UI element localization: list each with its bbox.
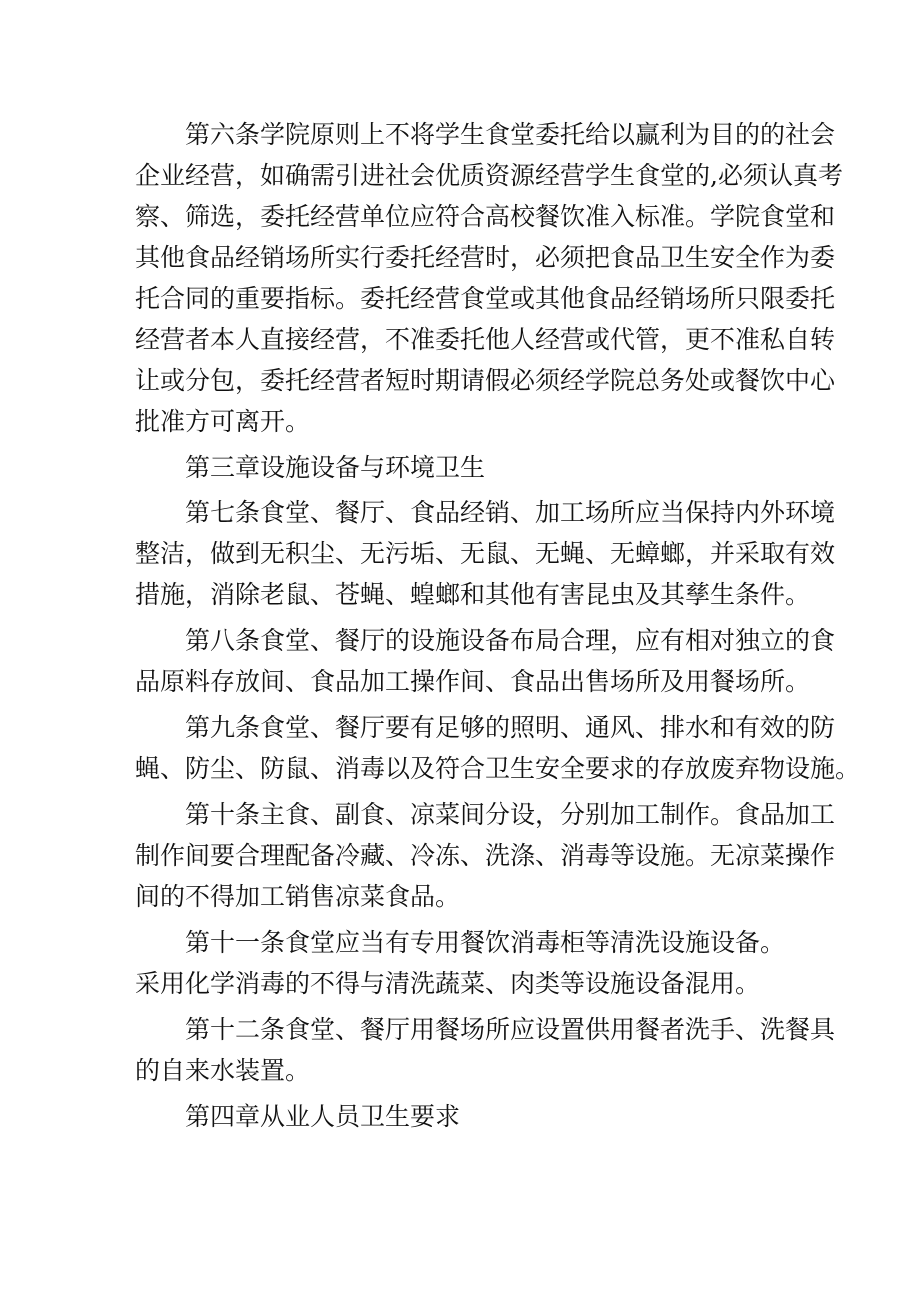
- text-line: 第十二条食堂、餐厅用餐场所应设置供用餐者洗手、洗餐具: [185, 1015, 836, 1044]
- text-line: 第八条食堂、餐厅的设施设备布局合理，应有相对独立的食: [185, 626, 836, 655]
- chapter-heading: 第四章从业人员卫生要求: [185, 1102, 461, 1131]
- text-line: 批准方可离开。: [135, 407, 311, 436]
- text-line: 托合同的重要指标。委托经营食堂或其他食品经销场所只限委托: [135, 284, 836, 313]
- text-line: 让或分包，委托经营者短时期请假必须经学院总务处或餐饮中心: [135, 366, 836, 395]
- text-line: 整洁，做到无积尘、无污垢、无鼠、无蝇、无蟑螂，并采取有效: [135, 539, 836, 568]
- text-line: 其他食品经销场所实行委托经营时，必须把食品卫生安全作为委: [135, 243, 836, 272]
- text-line: 第六条学院原则上不将学生食堂委托给以赢利为目的的社会: [185, 120, 836, 149]
- text-line: 察、筛选，委托经营单位应符合高校餐饮准入标准。学院食堂和: [135, 202, 836, 231]
- text-line: 采用化学消毒的不得与清洗蔬菜、肉类等设施设备混用。: [135, 969, 761, 998]
- text-line: 措施，消除老鼠、苍蝇、蝗螂和其他有害昆虫及其孳生条件。: [135, 580, 811, 609]
- text-line: 第十条主食、副食、凉菜间分设，分别加工制作。食品加工: [185, 800, 836, 829]
- text-line: 第十一条食堂应当有专用餐饮消毒柜等清洗设施设备。: [185, 928, 786, 957]
- text-line: 蝇、防尘、防鼠、消毒以及符合卫生安全要求的存放废弃物设施。: [135, 754, 861, 783]
- text-line: 企业经营，如确需引进社会优质资源经营学生食堂的,必须认真考: [135, 161, 843, 190]
- chapter-heading: 第三章设施设备与环境卫生: [185, 453, 486, 482]
- text-line: 制作间要合理配备冷藏、冷冻、洗涤、消毒等设施。无凉菜操作: [135, 841, 836, 870]
- text-line: 间的不得加工销售凉菜食品。: [135, 882, 461, 911]
- text-line: 经营者本人直接经营，不准委托他人经营或代管，更不准私自转: [135, 325, 836, 354]
- text-line: 第七条食堂、餐厅、食品经销、加工场所应当保持内外环境: [185, 498, 836, 527]
- text-line: 第九条食堂、餐厅要有足够的照明、通风、排水和有效的防: [185, 713, 836, 742]
- text-line: 品原料存放间、食品加工操作间、食品出售场所及用餐场所。: [135, 667, 811, 696]
- text-line: 的自来水装置。: [135, 1056, 311, 1085]
